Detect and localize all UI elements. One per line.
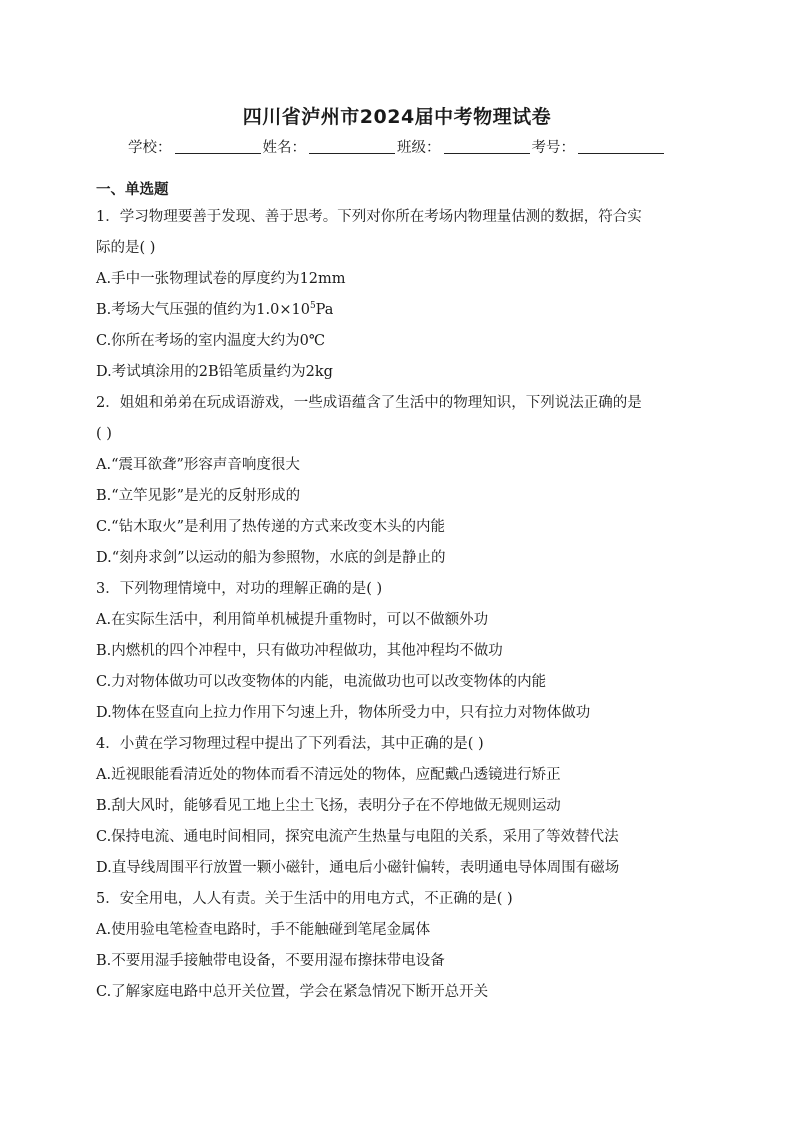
question-stem: 1．学习物理要善于发现、善于思考。下列对你所在考场内物理量估测的数据，符合实 xyxy=(96,209,642,225)
question-stem: 5．安全用电，人人有责。关于生活中的用电方式，不正确的是( ) xyxy=(96,891,513,907)
option-a: A.在实际生活中，利用简单机械提升重物时，可以不做额外功 xyxy=(96,612,489,628)
option-d: D.物体在竖直向上拉力作用下匀速上升，物体所受力中，只有拉力对物体做功 xyxy=(96,705,591,721)
question-stem: 4．小黄在学习物理过程中提出了下列看法，其中正确的是( ) xyxy=(96,736,484,752)
question-stem-cont: 际的是( ) xyxy=(96,240,156,256)
question-stem: 2．姐姐和弟弟在玩成语游戏，一些成语蕴含了生活中的物理知识，下列说法正确的是 xyxy=(96,395,642,411)
option-b-unit: Pa xyxy=(315,302,334,318)
question-stem: 3．下列物理情境中，对功的理解正确的是( ) xyxy=(96,581,383,597)
option-b: B.刮大风时，能够看见工地上尘土飞扬，表明分子在不停地做无规则运动 xyxy=(96,798,561,814)
option-c: C.保持电流、通电时间相同，探究电流产生热量与电阻的关系，采用了等效替代法 xyxy=(96,829,619,845)
option-a: A.“震耳欲聋”形容声音响度很大 xyxy=(96,457,300,473)
question-3 xyxy=(96,574,700,729)
section-title: 一、单选题 xyxy=(96,182,169,198)
option-c: C.你所在考场的室内温度大约为0℃ xyxy=(96,333,326,349)
option-a: A.使用验电笔检查电路时，手不能触碰到笔尾金属体 xyxy=(96,922,431,938)
question-5 xyxy=(96,884,700,1008)
question-1 xyxy=(96,202,700,388)
class-blank[interactable] xyxy=(444,139,530,154)
option-b: B.内燃机的四个冲程中，只有做功冲程做功，其他冲程均不做功 xyxy=(96,643,503,659)
option-b: B.不要用湿手接触带电设备，不要用湿布擦抹带电设备 xyxy=(96,953,445,969)
exam-title: 四川省泸州市2024届中考物理试卷 xyxy=(242,106,552,128)
option-c: C.了解家庭电路中总开关位置，学会在紧急情况下断开总开关 xyxy=(96,984,489,1000)
option-b-text: B.考场大气压强的值约为1.0×10 xyxy=(96,302,310,318)
option-b-exponent: 5 xyxy=(309,301,316,311)
exam-number-blank[interactable] xyxy=(578,139,664,154)
option-b: B.“立竿见影”是光的反射形成的 xyxy=(96,488,301,504)
name-blank[interactable] xyxy=(309,139,395,154)
option-c: C.力对物体做功可以改变物体的内能，电流做功也可以改变物体的内能 xyxy=(96,674,547,690)
exam-content xyxy=(96,180,700,1008)
school-blank[interactable] xyxy=(175,139,261,154)
student-info-row xyxy=(0,136,794,157)
question-2 xyxy=(96,388,700,574)
option-a: A.近视眼能看清近处的物体而看不清远处的物体，应配戴凸透镜进行矫正 xyxy=(96,767,561,783)
question-stem-cont: ( ) xyxy=(96,426,112,442)
option-d: D.“刻舟求剑”以运动的船为参照物，水底的剑是静止的 xyxy=(96,550,446,566)
option-b xyxy=(96,295,700,326)
exam-number-label: 考号： xyxy=(531,140,575,156)
option-d: D.考试填涂用的2B铅笔质量约为2kg xyxy=(96,364,333,380)
option-c: C.“钻木取火”是利用了热传递的方式来改变木头的内能 xyxy=(96,519,446,535)
question-4 xyxy=(96,729,700,884)
option-d: D.直导线周围平行放置一颗小磁针，通电后小磁针偏转，表明通电导体周围有磁场 xyxy=(96,860,620,876)
name-label: 姓名： xyxy=(262,140,306,156)
class-label: 班级： xyxy=(397,140,441,156)
option-a: A.手中一张物理试卷的厚度约为12mm xyxy=(96,271,346,287)
school-label: 学校： xyxy=(128,140,172,156)
